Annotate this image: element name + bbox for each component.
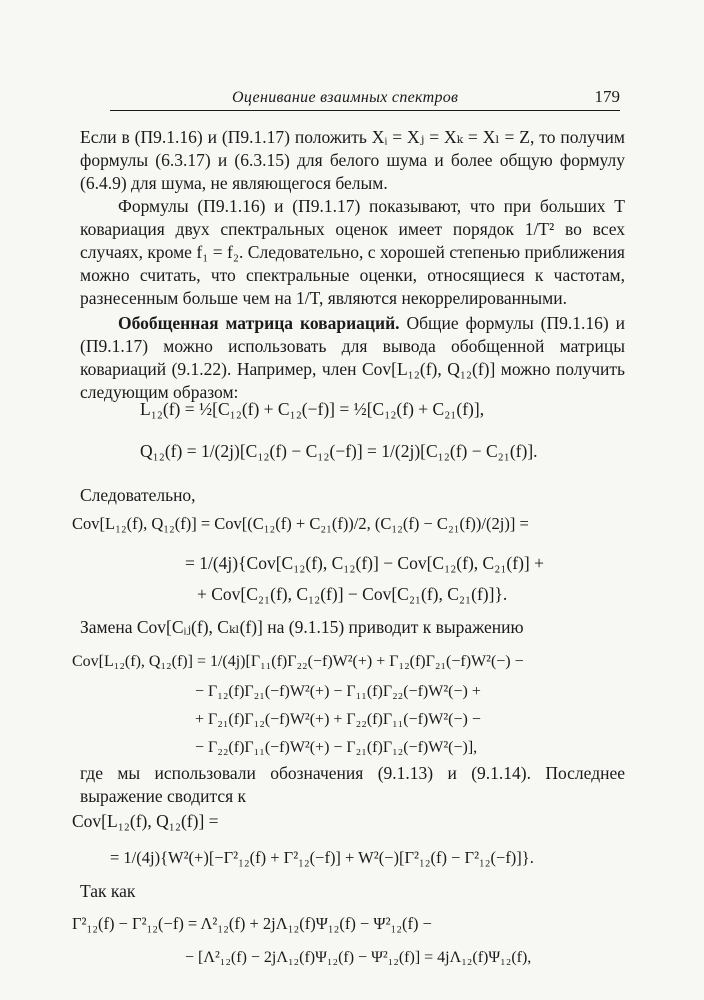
equation-cov2-line3: + Γ₂₁(f)Γ₁₂(−f)W²(+) + Γ₂₂(f)Γ₁₁(−f)W²(−) −	[195, 711, 481, 728]
equation-gamma-line2: − [Λ²₁₂(f) − 2jΛ₁₂(f)Ψ₁₂(f) − Ψ²₁₂(f)] = 4jΛ₁₂(f)Ψ₁₂(f),	[185, 949, 532, 966]
equation-Q12: Q₁₂(f) = 1/(2j)[C₁₂(f) − C₁₂(−f)] = 1/(2j)[C₁₂(f) − C₂₁(f)].	[140, 441, 538, 461]
paragraph-3-body: Общие формулы (П9.1.16) и (П9.1.17) можно использовать для вывода обобщенной матрицы ковариаций (9.1.22). Например, член Cov[L₁₂(f), Q₁₂(f)] можно получить следующим образом:	[80, 313, 626, 402]
paragraph-2: Формулы (П9.1.16) и (П9.1.17) показывают, что при больших T ковариация двух спектральных оценок имеет порядок 1/T² во всех случаях, кроме f₁ = f₂. Следовательно, с хорошей степенью приближения можно считать, что спектральные оценки, относящиеся к частотам, разнесенным больше чем на 1/T, являются некоррелированными.	[80, 196, 625, 308]
paragraph-4: Следовательно,	[80, 485, 196, 505]
equation-cov1-line3: + Cov[C₂₁(f), C₁₂(f)] − Cov[C₂₁(f), C₂₁(f)]}.	[197, 584, 508, 604]
paragraph-6: где мы использовали обозначения (9.1.13) и (9.1.14). Последнее выражение сводится к	[80, 763, 625, 806]
section-heading: Обобщенная матрица ковариаций.	[118, 313, 400, 333]
equation-L12: L₁₂(f) = ½[C₁₂(f) + C₁₂(−f)] = ½[C₁₂(f) + C₂₁(f)],	[140, 399, 485, 419]
equation-cov2-line1: Cov[L₁₂(f), Q₁₂(f)] = 1/(4j)[Γ₁₁(f)Γ₂₂(−f)W²(+) + Γ₁₂(f)Γ₂₁(−f)W²(−) −	[72, 653, 524, 670]
equation-cov2-line4: − Γ₂₂(f)Γ₁₁(−f)W²(+) − Γ₂₁(f)Γ₁₂(−f)W²(−)],	[195, 739, 478, 756]
equation-cov2-line2: − Γ₁₂(f)Γ₂₁(−f)W²(+) − Γ₁₁(f)Γ₂₂(−f)W²(−) +	[195, 683, 481, 700]
equation-cov1-line2: = 1/(4j){Cov[C₁₂(f), C₁₂(f)] − Cov[C₁₂(f), C₂₁(f)] +	[185, 553, 544, 573]
equation-cov3-line2: = 1/(4j){W²(+)[−Γ²₁₂(f) + Γ²₁₂(−f)] + W²(−)[Γ²₁₂(f) − Γ²₁₂(−f)]}.	[110, 848, 534, 867]
equation-gamma-line1: Γ²₁₂(f) − Γ²₁₂(−f) = Λ²₁₂(f) + 2jΛ₁₂(f)Ψ₁₂(f) − Ψ²₁₂(f) −	[72, 914, 432, 933]
equation-cov3-line1: Cov[L₁₂(f), Q₁₂(f)] =	[72, 811, 219, 831]
equation-cov1-line1: Cov[L₁₂(f), Q₁₂(f)] = Cov[(C₁₂(f) + C₂₁(f))/2, (C₁₂(f) − C₂₁(f))/(2j)] =	[72, 514, 529, 533]
page-number: 179	[594, 87, 620, 106]
paragraph-1: Если в (П9.1.16) и (П9.1.17) положить Xᵢ = Xⱼ = Xₖ = Xₗ = Z, то получим формулы (6.3.17) и (6.3.15) для белого шума и более общую формулу (6.4.9) для шума, не являющегося белым.	[80, 127, 625, 193]
paragraph-5: Замена Cov[Cᵢⱼ(f), Cₖₗ(f)] на (9.1.15) приводит к выражению	[80, 617, 524, 637]
running-header	[110, 86, 620, 111]
paragraph-7: Так как	[80, 881, 136, 901]
paragraph-3	[80, 312, 625, 404]
running-title: Оценивание взаимных спектров	[232, 89, 459, 106]
